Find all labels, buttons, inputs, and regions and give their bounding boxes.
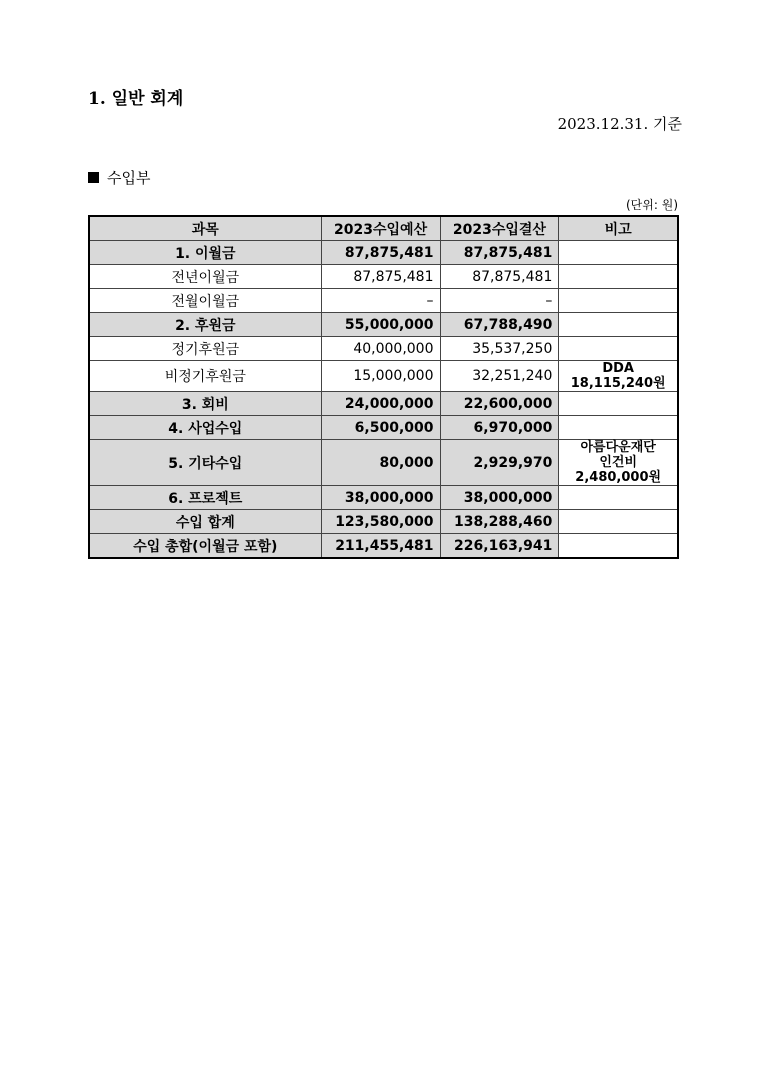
note-cell [559,510,678,534]
subject-cell: 수입 합계 [89,510,321,534]
budget-cell: 38,000,000 [321,486,440,510]
column-header-actual: 2023수입결산 [440,216,559,241]
budget-cell: – [321,289,440,313]
subject-cell: 비정기후원금 [89,361,321,392]
note-cell [559,392,678,416]
table-row [89,486,678,510]
column-header-subject: 과목 [89,216,321,241]
table-row [89,534,678,559]
note-cell [559,313,678,337]
budget-cell: 15,000,000 [321,361,440,392]
budget-cell: 24,000,000 [321,392,440,416]
subject-cell: 수입 총합(이월금 포함) [89,534,321,559]
actual-cell: 138,288,460 [440,510,559,534]
actual-cell: 87,875,481 [440,241,559,265]
actual-cell: 38,000,000 [440,486,559,510]
note-cell [559,486,678,510]
actual-cell: – [440,289,559,313]
note-cell [559,241,678,265]
table-row [89,510,678,534]
subject-cell: 전년이월금 [89,265,321,289]
budget-cell: 211,455,481 [321,534,440,559]
table-row [89,416,678,440]
budget-cell: 87,875,481 [321,265,440,289]
table-row [89,361,678,392]
subject-cell: 5. 기타수입 [89,440,321,486]
subject-cell: 정기후원금 [89,337,321,361]
column-header-note: 비고 [559,216,678,241]
section-label: 수입부 [107,169,151,187]
as-of-date: 2023.12.31. 기준 [557,115,682,133]
table-header-row [89,216,678,241]
actual-cell: 87,875,481 [440,265,559,289]
actual-cell: 22,600,000 [440,392,559,416]
actual-cell: 226,163,941 [440,534,559,559]
note-cell: 아름다운재단 인건비 2,480,000원 [559,440,678,486]
note-cell [559,289,678,313]
actual-cell: 32,251,240 [440,361,559,392]
note-cell: DDA 18,115,240원 [559,361,678,392]
table-row [89,337,678,361]
note-cell [559,337,678,361]
table-row [89,265,678,289]
table-row [89,289,678,313]
note-cell [559,416,678,440]
page-title: 1. 일반 회계 [88,89,184,109]
budget-cell: 123,580,000 [321,510,440,534]
note-cell [559,265,678,289]
budget-cell: 55,000,000 [321,313,440,337]
budget-cell: 87,875,481 [321,241,440,265]
table-row [89,440,678,486]
income-table [88,215,679,559]
table-row [89,241,678,265]
budget-cell: 40,000,000 [321,337,440,361]
table-row [89,313,678,337]
budget-cell: 6,500,000 [321,416,440,440]
budget-cell: 80,000 [321,440,440,486]
note-cell [559,534,678,559]
subject-cell: 전월이월금 [89,289,321,313]
table-row [89,392,678,416]
square-bullet-icon [88,172,99,183]
subject-cell: 6. 프로젝트 [89,486,321,510]
subject-cell: 2. 후원금 [89,313,321,337]
actual-cell: 35,537,250 [440,337,559,361]
actual-cell: 2,929,970 [440,440,559,486]
subject-cell: 4. 사업수입 [89,416,321,440]
section-heading [88,167,150,188]
actual-cell: 67,788,490 [440,313,559,337]
actual-cell: 6,970,000 [440,416,559,440]
subject-cell: 3. 회비 [89,392,321,416]
unit-label: (단위: 원) [626,198,678,212]
column-header-budget: 2023수입예산 [321,216,440,241]
subject-cell: 1. 이월금 [89,241,321,265]
